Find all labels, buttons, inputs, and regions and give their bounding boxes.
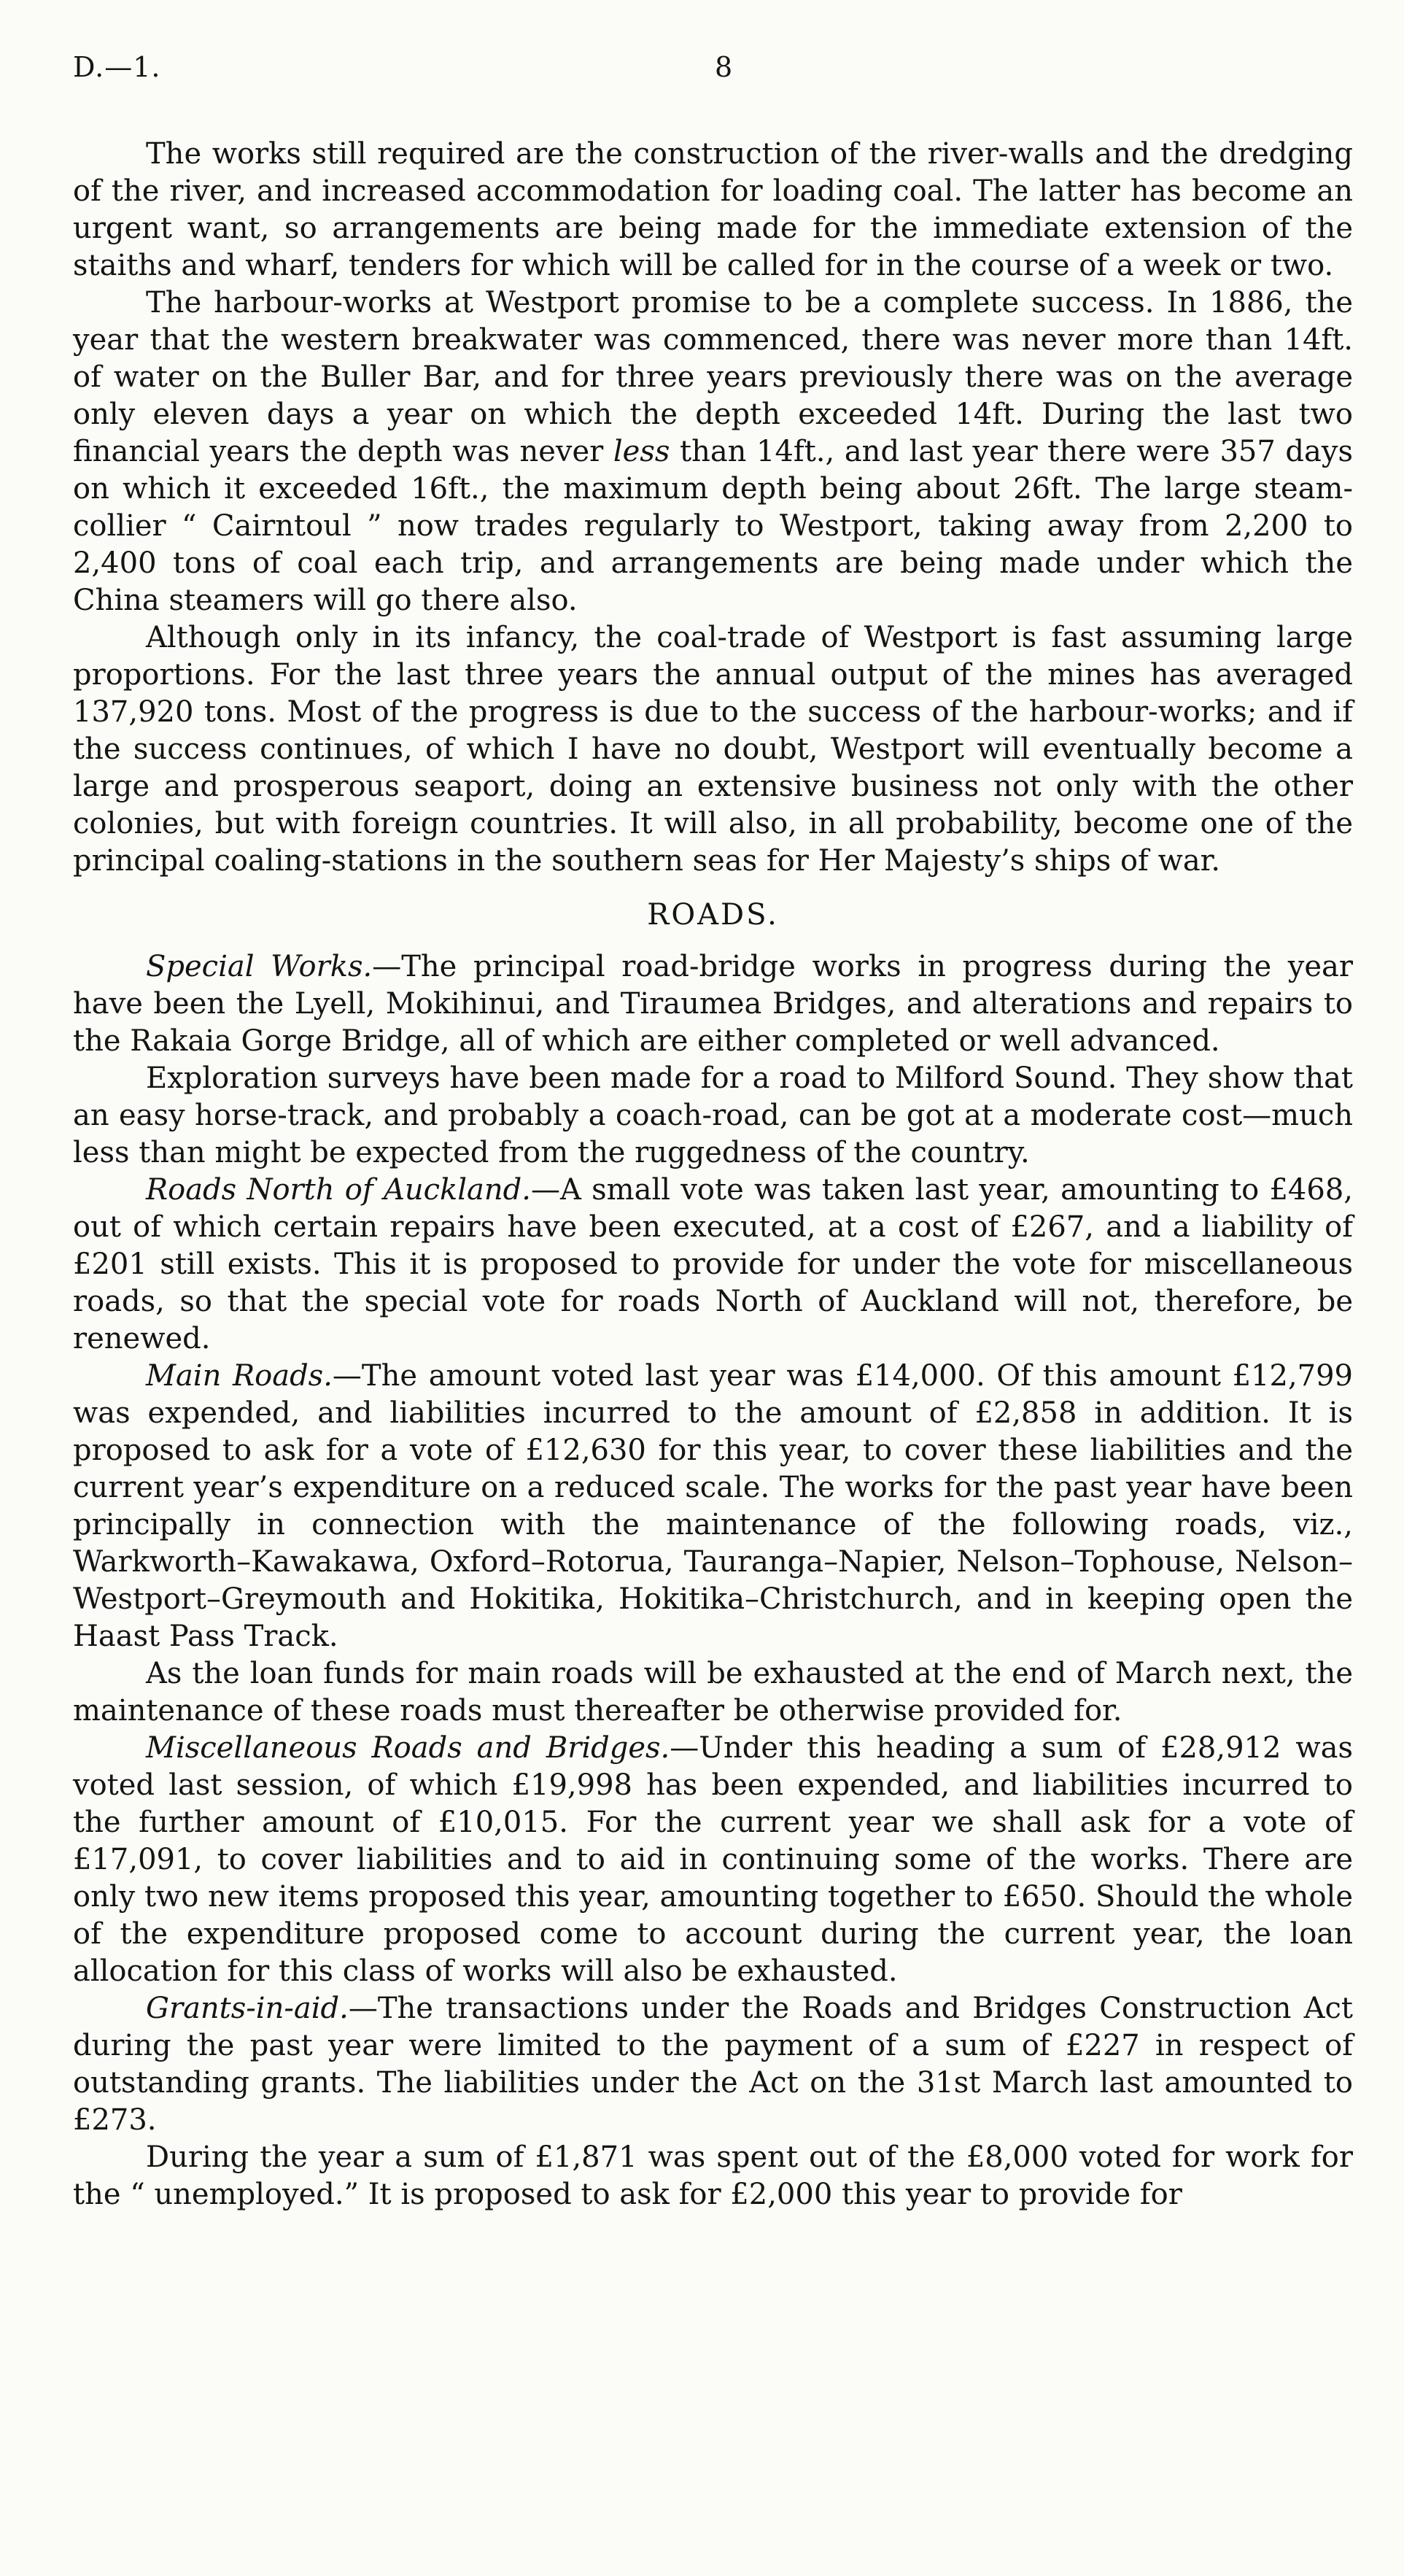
paragraph-text: —The principal road-bridge works in progress during the year have been the Lyell, Mokihinui, and Tiraumea Bridges, and alterations and repairs to the Rakaia Gorge Bridge, all of which are either completed or well advanced. xyxy=(73,950,1354,1058)
run-in-heading: Main Roads. xyxy=(146,1359,333,1393)
paragraph-roads-north-auckland xyxy=(73,1172,1353,1358)
paragraph-unemployed xyxy=(73,2139,1353,2213)
paragraph-text: —The amount voted last year was £14,000. Of this amount £12,799 was expended, and liabilities incurred to the amount of £2,858 in addition. It is proposed to ask for a vote of £12,630 for this year, to cover these liabilities and the current year’s expenditure on a reduced scale. The works for the past year have been principally in connection with the maintenance of the following roads, viz., Warkworth–Kawakawa, Oxford–Rotorua, Tauranga–Napier, Nelson–Tophouse, Nelson–Westport–Greymouth and Hokitika, Hokitika–Christchurch, and in keeping open the Haast Pass Track. xyxy=(73,1359,1354,1653)
section-heading-roads: ROADS. xyxy=(647,898,779,932)
emphasis-less: less xyxy=(613,435,670,468)
paragraph-river-walls xyxy=(73,136,1353,285)
paragraph-coal-trade xyxy=(73,619,1353,880)
paragraph-text: As the loan funds for main roads will be exhausted at the end of March next, the maintenance of these roads must thereafter be otherwise provided for. xyxy=(73,1657,1353,1728)
paragraph-text: —A small vote was taken last year, amounting to £468, out of which certain repairs have been executed, at a cost of £267, and a liability of £201 still exists. This it is proposed to provide for under the vote for miscellaneous roads, so that the special vote for roads North of Auckland will not, therefore, be renewed. xyxy=(73,1173,1353,1355)
paragraph-text: —Under this heading a sum of £28,912 was voted last session, of which £19,998 has been expended, and liabilities incurred to the further amount of £10,015. For the current year we shall ask for a vote of £17,091, to cover liabilities and to aid in continuing some of the works. There are only two new items proposed this year, amounting together to £650. Should the whole of the expenditure proposed come to account during the current year, the loan allocation for this class of works will also be exhausted. xyxy=(73,1731,1353,1988)
paragraph-special-works xyxy=(73,948,1353,1060)
paragraph-exploration-surveys xyxy=(73,1060,1353,1172)
paragraph-miscellaneous-roads xyxy=(73,1730,1353,1990)
paragraph-main-roads xyxy=(73,1358,1353,1655)
paragraph-grants-in-aid xyxy=(73,1990,1353,2139)
paragraph-loan-funds xyxy=(73,1655,1353,1730)
body-text xyxy=(73,136,1353,2213)
paragraph-text: —The transactions under the Roads and Bridges Construction Act during the past year were limited to the payment of a sum of £227 in respect of outstanding grants. The liabilities under the Act on the 31st March last amounted to £273. xyxy=(73,1992,1353,2137)
paragraph-text: Exploration surveys have been made for a road to Milford Sound. They show that an easy horse-track, and probably a coach-road, can be got at a moderate cost—much less than might be expected from the ruggedness of the country. xyxy=(73,1061,1353,1169)
running-header xyxy=(73,51,1331,95)
paragraph-text-part: The harbour-works at Westport promise to be a complete success. In 1886, the year that the western breakwater was commenced, there was never more than 14ft. of water on the Buller Bar, and for three years previously there was on the average only eleven days a year on which the depth exceeded 14ft. During the last two financial years the depth was never xyxy=(73,286,1353,468)
paragraph-text-part: than 14ft., and last year there were 357 days on which it exceeded 16ft., the maximum depth being about 26ft. The large steam-collier “ Cairntoul ” now trades regularly to Westport, taking away from 2,200 to 2,400 tons of coal each trip, and arrangements are being made under which the China steamers will go there also. xyxy=(73,435,1354,617)
run-in-heading: Miscellaneous Roads and Bridges. xyxy=(146,1731,670,1765)
paragraph-text: During the year a sum of £1,871 was spent out of the £8,000 voted for work for the “ unemployed.” It is proposed to ask for £2,000 this year to provide for xyxy=(73,2140,1353,2211)
run-in-heading: Roads North of Auckland. xyxy=(146,1173,531,1207)
paragraph-westport-harbour xyxy=(73,285,1353,619)
document-reference: D.—1. xyxy=(73,51,161,83)
run-in-heading: Special Works. xyxy=(146,950,373,983)
paragraph-text: The works still required are the construction of the river-walls and the dredging of the river, and increased accommodation for loading coal. The latter has become an urgent want, so arrangements are being made for the immediate extension of the staiths and wharf, tenders for which will be called for in the course of a week or two. xyxy=(73,137,1353,282)
page-number: 8 xyxy=(715,51,733,83)
run-in-heading: Grants-in-aid. xyxy=(146,1992,349,2025)
paragraph-text: Although only in its infancy, the coal-trade of Westport is fast assuming large proportions. For the last three years the annual output of the mines has averaged 137,920 tons. Most of the progress is due to the success of the harbour-works; and if the success continues, of which I have no doubt, Westport will eventually become a large and prosperous seaport, doing an extensive business not only with the other colonies, but with foreign countries. It will also, in all probability, become one of the principal coaling-stations in the southern seas for Her Majesty’s ships of war. xyxy=(73,621,1353,878)
